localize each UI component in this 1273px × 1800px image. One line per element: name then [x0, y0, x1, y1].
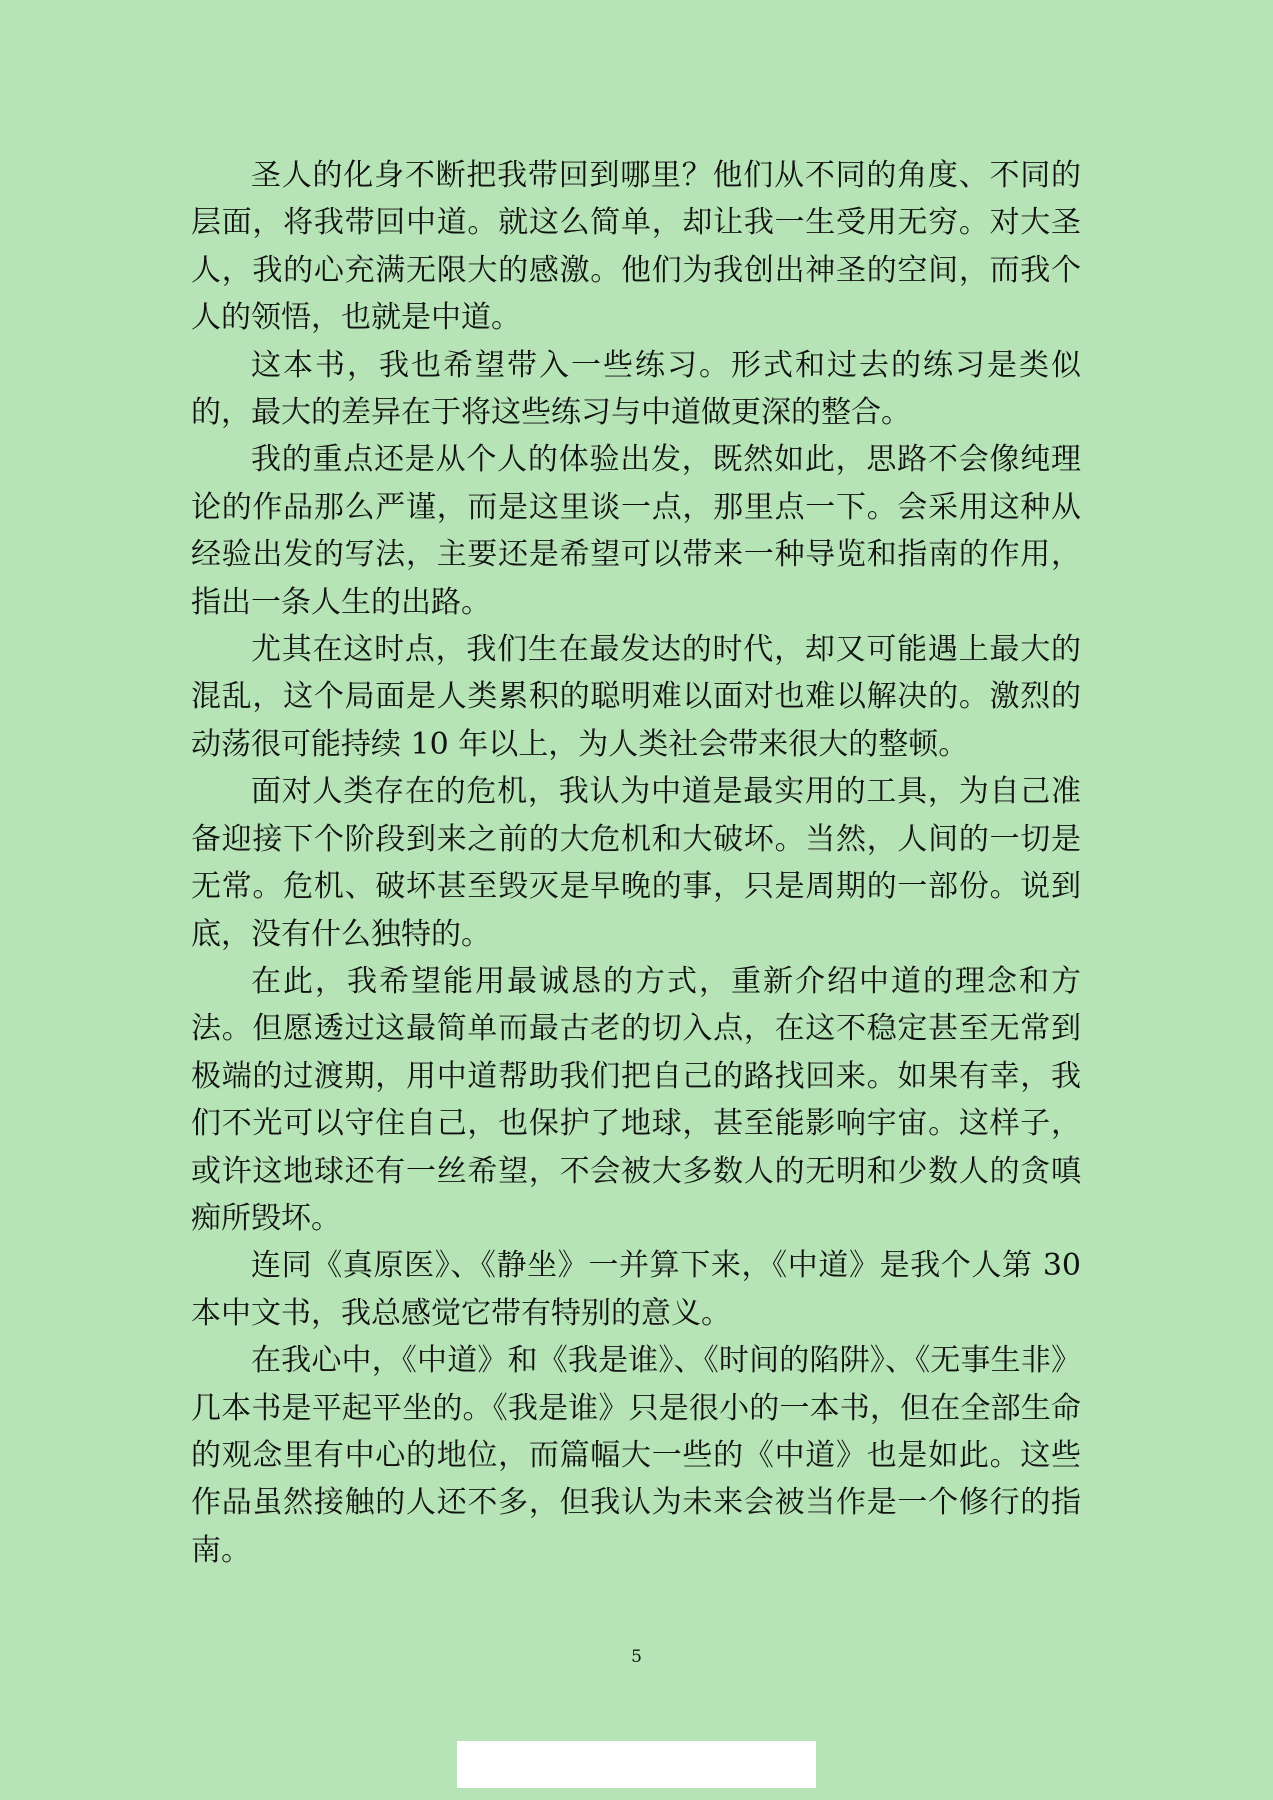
body-text	[191, 152, 1081, 1574]
paragraph-5: 面对人类存在的危机，我认为中道是最实用的工具，为自己准备迎接下个阶段到来之前的大危机和大破坏。当然，人间的一切是无常。危机、破坏甚至毁灭是早晚的事，只是周期的一部份。说到底，没有什么独特的。	[191, 774, 1081, 952]
paragraph-1: 圣人的化身不断把我带回到哪里？他们从不同的角度、不同的层面，将我带回中道。就这么简单，却让我一生受用无穷。对大圣人，我的心充满无限大的感激。他们为我创出神圣的空间，而我个人的领悟，也就是中道。	[191, 158, 1081, 336]
paragraph-8: 在我心中，《中道》和《我是谁》、《时间的陷阱》、《无事生非》几本书是平起平坐的。《我是谁》只是很小的一本书，但在全部生命的观念里有中心的地位，而篇幅大一些的《中道》也是如此。这些作品虽然接触的人还不多，但我认为未来会被当作是一个修行的指南。	[191, 1343, 1081, 1568]
page-number: 5	[631, 1647, 642, 1667]
paragraph-6: 在此，我希望能用最诚恳的方式，重新介绍中道的理念和方法。但愿透过这最简单而最古老的切入点，在这不稳定甚至无常到极端的过渡期，用中道帮助我们把自己的路找回来。如果有幸，我们不光可以守住自己，也保护了地球，甚至能影响宇宙。这样子，或许这地球还有一丝希望，不会被大多数人的无明和少数人的贪嗔痴所毁坏。	[191, 963, 1081, 1236]
paragraph-7: 连同《真原医》、《静坐》一并算下来，《中道》是我个人第 30 本中文书，我总感觉它带有特别的意义。	[191, 1248, 1081, 1331]
paragraph-3: 我的重点还是从个人的体验出发，既然如此，思路不会像纯理论的作品那么严谨，而是这里谈一点，那里点一下。会采用这种从经验出发的写法，主要还是希望可以带来一种导览和指南的作用，指出一条人生的出路。	[191, 442, 1081, 620]
paragraph-4: 尤其在这时点，我们生在最发达的时代，却又可能遇上最大的混乱，这个局面是人类累积的聪明难以面对也难以解决的。激烈的动荡很可能持续 10 年以上，为人类社会带来很大的整顿。	[191, 632, 1081, 762]
footer-blank-box	[457, 1741, 816, 1788]
paragraph-2: 这本书，我也希望带入一些练习。形式和过去的练习是类似的，最大的差异在于将这些练习与中道做更深的整合。	[191, 347, 1081, 431]
